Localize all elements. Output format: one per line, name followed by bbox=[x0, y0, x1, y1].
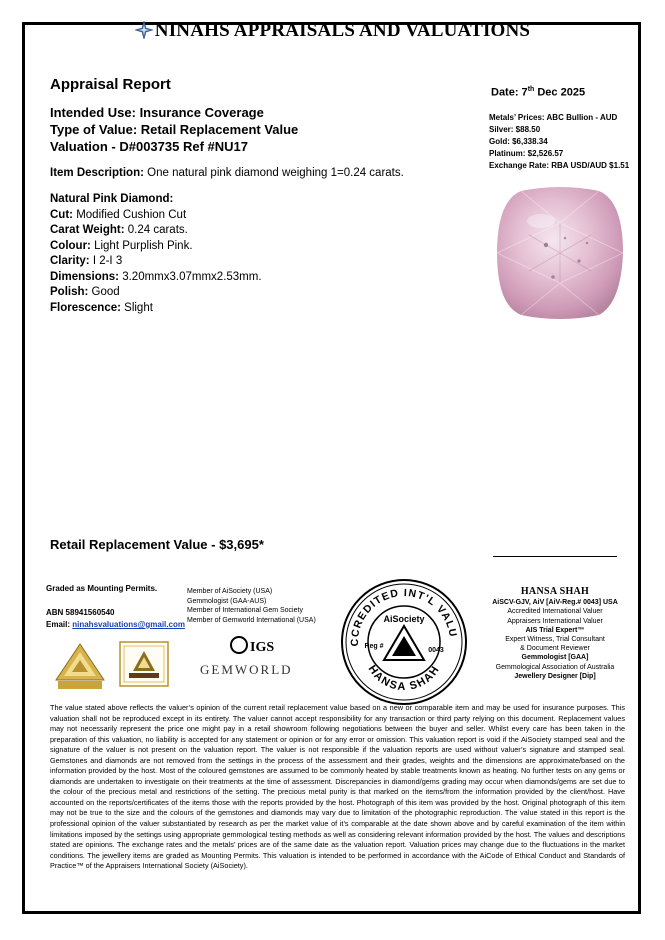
membership-item: Member of International Gem Society bbox=[187, 607, 303, 615]
type-of-value: Type of Value: Retail Replacement Value bbox=[50, 122, 299, 137]
spec-carat: Carat Weight: 0.24 carats. bbox=[50, 224, 188, 236]
aisociety-accreditation-seal bbox=[340, 578, 468, 706]
credential-line: & Document Reviewer bbox=[520, 645, 590, 653]
seal-reg-label: Reg # bbox=[364, 643, 384, 650]
credential-line: AIS Trial Expert™ bbox=[525, 626, 585, 634]
seal-top-text: CCREDITED INT'L VALU bbox=[348, 586, 459, 647]
specs-heading: Natural Pink Diamond: bbox=[50, 193, 174, 205]
email-link[interactable]: ninahsvaluations@gmail.com bbox=[72, 620, 185, 629]
spec-colour: Colour: Light Purplish Pink. bbox=[50, 239, 193, 252]
appraiser-name: HANSA SHAH bbox=[520, 586, 590, 597]
diamond-photo bbox=[491, 183, 629, 323]
credential-line: Gemmologist [GAA] bbox=[521, 654, 589, 662]
diamond-specs bbox=[50, 192, 262, 316]
spec-dimensions: Dimensions: 3.20mmx3.07mmx2.53mm. bbox=[50, 270, 262, 283]
exchange-rate: Exchange Rate: RBA USD/AUD $1.51 bbox=[489, 161, 630, 170]
appraiser-credentials bbox=[475, 587, 635, 681]
platinum-price: Platinum: $2,526.57 bbox=[489, 149, 564, 158]
gemworld-logo: GEMWORLD bbox=[200, 662, 293, 677]
intended-use: Intended Use: Insurance Coverage bbox=[50, 105, 264, 120]
credential-line: AiSCV-GJV, AiV [AiV-Reg.# 0043] USA bbox=[492, 599, 618, 607]
abn-number: ABN 58941560540 bbox=[46, 608, 115, 617]
retail-replacement-value: Retail Replacement Value - $3,695* bbox=[50, 537, 264, 552]
signature-line bbox=[493, 556, 617, 557]
report-date: Date: 7th Dec 2025 bbox=[491, 86, 586, 99]
email-line: Email: ninahsvaluations@gmail.com bbox=[46, 620, 185, 629]
igs-ring-icon bbox=[230, 636, 248, 654]
graded-note: Graded as Mounting Permits. bbox=[46, 584, 158, 593]
membership-item: Gemmologist (GAA-AUS) bbox=[187, 597, 267, 605]
spec-cut: Cut: Modified Cushion Cut bbox=[50, 208, 187, 221]
valuation-info bbox=[50, 104, 298, 155]
disclaimer-text: The value stated above reflects the valuer’s opinion of the current retail replacement value based on a new or comparable item and may be used for insurance purposes. This valuation shall not be reproduced except in its entirety. The valuer cannot accept responsibility for any transaction or third party relying on this document. Replacement values may not necessarily represent the price one might pay in a retail showroom following negotiations between the buyer and seller. Whilst every care has been taken in the preparation of this valuation, no liability is accepted for any statement or opinion or for any error or omission. This valuation report is void if the AiSociety stamped seal and the signature of the valuer is not present on the valuation report. The valuer is not responsible if the valuation reports are used without valuer’s signature and stamped seal. Gemstones and diamonds are not removed from the settings in the process of the assessment and their grades, weights and the dimensions are approximate/based on the information provided by the host. Most of the coloured gemstones are assumed to be commonly heated by stable treatments known as heating. No further tests on any gems or diamonds are undertaken to investigate on their treatments at the time of assessment. Discrepancies in diamond/gems grading may occur when diamonds/gems are set due to the colour of the precious metal and restrictions of the setting. The precious metal purity is that marked on the items/from the information provided by the client/host. Have accounted on the reports/certificates of the items those with the reports provided by the host. Photograph of this item was provided by the host. Original photograph of this item may not be true to the size and the colours of the gemstones and diamonds may vary due to limitation of the photographic reproduction. The value stated in this report is the professional opinion of the valuer substantiated by research as per the market value of it’s comparable at the date shown above and by careful examination of the item within limitations imposed by the settings using appropriate gemmological testing methods as well as considering relevant information provided by the host. The values and descriptions stated are opinions. The exchange rates and the metals’ prices are of the same date as the valuation report. Valuation prices may change due to the fluctuations in the market conditions. The jewellery items are graded as Mounting Permits. This valuation is intended to be performed in accordance with the AiCode of Ethical Conduct and Standards of Practice™ of the Appraisers International Society (AiSociety). bbox=[50, 703, 625, 871]
silver-price: Silver: $88.50 bbox=[489, 125, 541, 134]
spec-florescence: Florescence: Slight bbox=[50, 301, 153, 314]
credential-line: Jewellery Designer [Dip] bbox=[514, 672, 596, 680]
credential-line: Appraisers International Valuer bbox=[507, 617, 603, 625]
valuation-reference: Valuation - D#003735 Ref #NU17 bbox=[50, 139, 248, 154]
seal-inner-text: AiSociety bbox=[383, 614, 425, 624]
company-title: NINAHS APPRAISALS AND VALUATIONS bbox=[0, 20, 665, 45]
trial-expert-badge-icon bbox=[119, 641, 169, 687]
gold-price: Gold: $6,338.34 bbox=[489, 137, 548, 146]
memberships bbox=[187, 587, 316, 626]
metals-heading: Metals’ Prices: ABC Bullion - AUD bbox=[489, 113, 618, 122]
membership-item: Member of Gemworld International (USA) bbox=[187, 617, 316, 625]
spec-polish: Polish: Good bbox=[50, 286, 120, 298]
contact-info bbox=[46, 607, 185, 631]
item-description: Item Description: One natural pink diamond weighing 1=0.24 carats. bbox=[50, 167, 404, 179]
metals-prices bbox=[489, 112, 629, 172]
credential-line: Accredited International Valuer bbox=[507, 608, 603, 616]
membership-item: Member of AiSociety (USA) bbox=[187, 588, 273, 595]
spec-clarity: Clarity: I 2-I 3 bbox=[50, 255, 123, 267]
seal-reg-number: 0043 bbox=[428, 647, 444, 654]
seal-bottom-text: HANSA SHAH bbox=[365, 663, 443, 694]
report-title: Appraisal Report bbox=[50, 76, 171, 93]
credential-line: Expert Witness, Trial Consultant bbox=[505, 636, 605, 644]
star-logo-icon bbox=[135, 21, 153, 45]
credential-line: Gemmological Association of Australia bbox=[495, 663, 615, 671]
aisociety-valuer-badge-icon bbox=[50, 640, 110, 690]
igs-logo: IGS bbox=[230, 636, 274, 656]
